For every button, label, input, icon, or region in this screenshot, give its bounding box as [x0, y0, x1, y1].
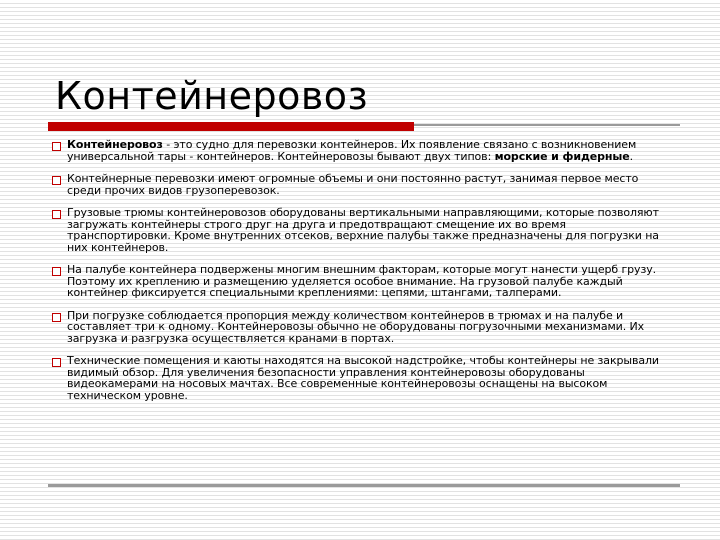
bullet-list [52, 139, 672, 412]
bullet-item [52, 173, 672, 196]
bullet-item [52, 310, 672, 345]
bullet-item [52, 264, 672, 299]
paragraph-text [67, 139, 672, 162]
term-bold: Контейнеровоз [67, 138, 163, 151]
paragraph-body: - это судно для перевозки контейнеров. Их появление связано с возникновением универсальной тары - контейнеров. Контейнеровозы бывают двух типов: [67, 138, 637, 163]
types-bold: морские и фидерные [494, 149, 630, 163]
bullet-item [52, 355, 672, 401]
paragraph-text: Грузовые трюмы контейнеровозов оборудованы вертикальными направляющими, которые позволяют загружать контейнеры строго друг на друга и предотвращают смещение их во время транспортировки. Кроме внутренних отсеков, верхние палубы также предназначены для погрузки на них контейнеров. [67, 206, 659, 254]
bullet-item [52, 139, 672, 162]
slide-title: Контейнеровоз [55, 74, 369, 118]
paragraph-text: Контейнерные перевозки имеют огромные объемы и они постоянно растут, занимая первое место среди прочих видов грузоперевозок. [67, 172, 639, 197]
square-bullet-icon [52, 176, 61, 185]
paragraph-text: При погрузке соблюдается пропорция между количеством контейнеров в трюмах и на палубе и составляет три к одному. Контейнеровозы обычно не оборудованы погрузочными механизмами. Их загрузка и разгрузка осуществляется кранами в портах. [67, 308, 645, 345]
bullet-item [52, 207, 672, 253]
square-bullet-icon [52, 267, 61, 276]
square-bullet-icon [52, 142, 61, 151]
footer-line [48, 484, 680, 487]
paragraph-end: . [629, 149, 633, 163]
square-bullet-icon [52, 210, 61, 219]
paragraph-text: Технические помещения и каюты находятся на высокой надстройке, чтобы контейнеры не закрывали видимый обзор. Для увеличения безопасности управления контейнеровозы оборудованы видеокамерами на носовых мачтах. Все современные контейнеровозы оснащены на высоком техническом уровне. [67, 354, 659, 402]
square-bullet-icon [52, 358, 61, 367]
paragraph-text: На палубе контейнера подвержены многим внешним факторам, которые могут нанести ущерб грузу. Поэтому их креплению и размещению уделяется особое внимание. На грузовой палубе каждый контейнер фиксируется специальными креплениями: цепями, штангами, талперами. [67, 263, 657, 299]
square-bullet-icon [52, 313, 61, 322]
title-accent-bar [48, 122, 414, 131]
